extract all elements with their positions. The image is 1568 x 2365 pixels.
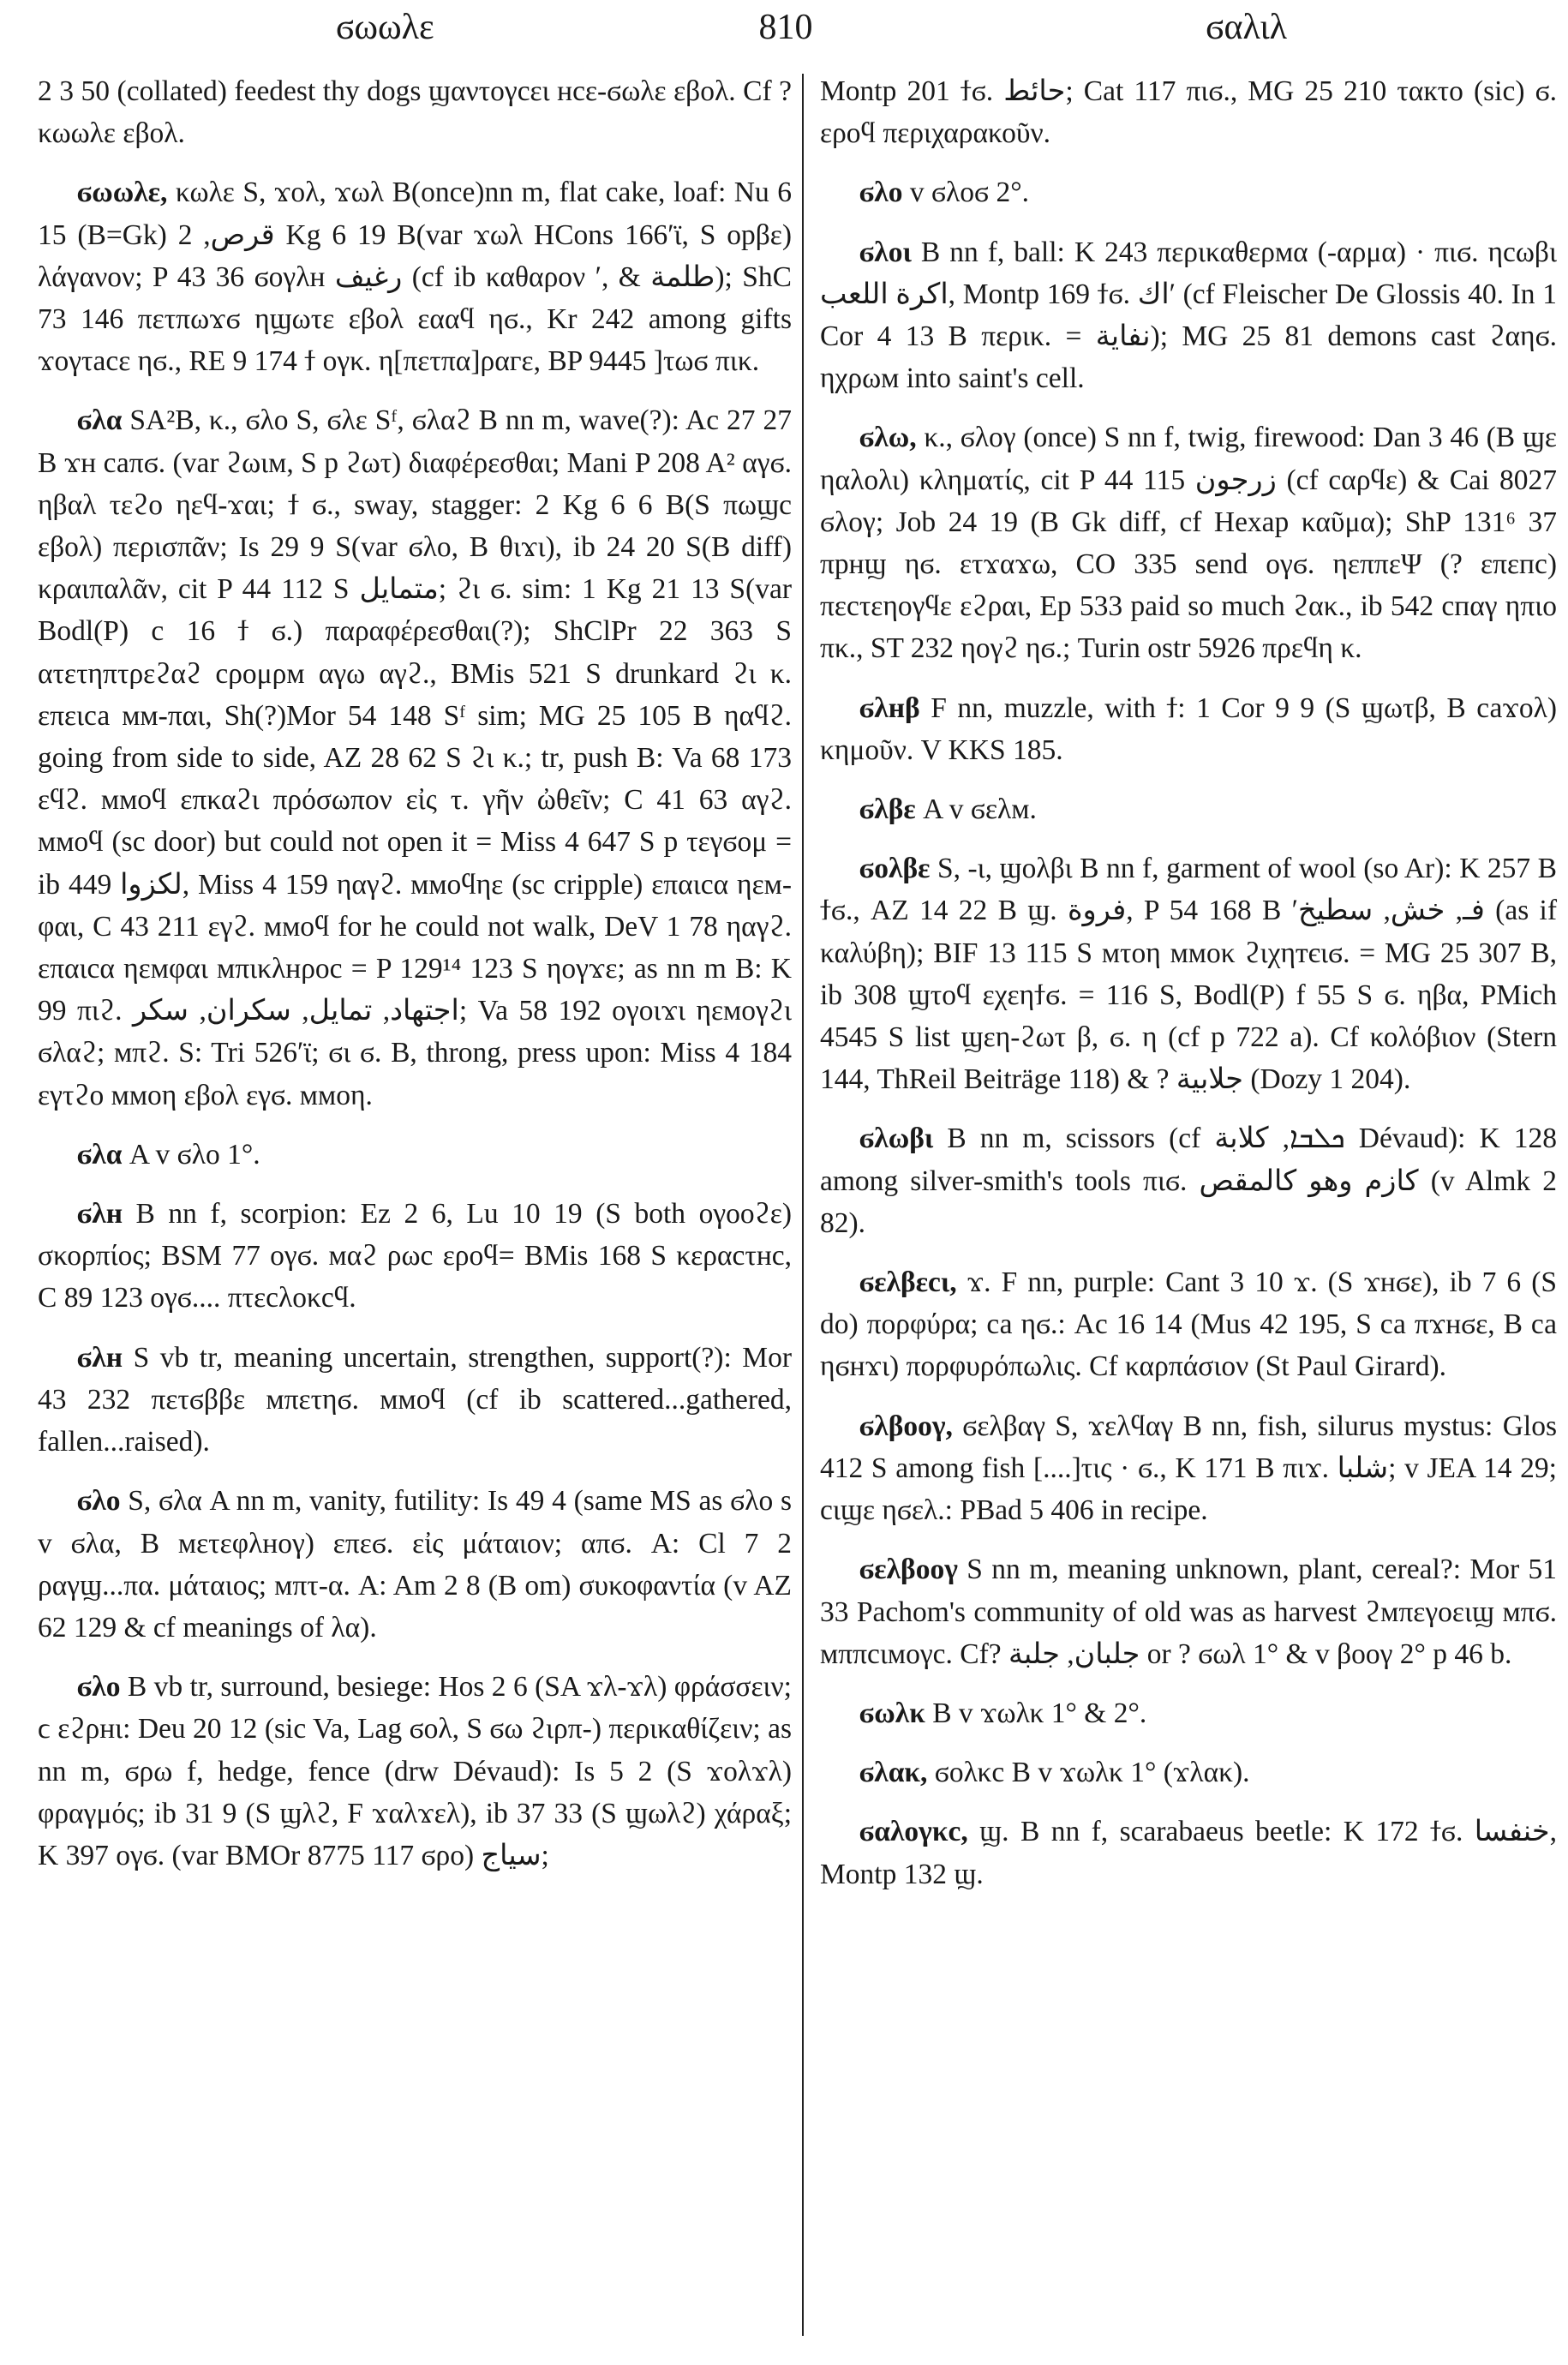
column-divider <box>802 74 804 2336</box>
entry-headword: ϭλβε <box>859 793 916 826</box>
dictionary-entry <box>820 1405 1557 1532</box>
entry-headword: ϭωλκ <box>859 1697 925 1729</box>
entry-text: Montp 201 ϯϭ. حائط; Cat 117 πιϭ., MG 25 210 ταкτο (sic) ϭ. εροϥ περιχαρακοῦν. <box>820 75 1558 150</box>
entry-text: κ., ϭλογ (once) S nn f, twig, firewood: Dan 3 46 (B ϣε ηαλολι) κληματίς, cit P 44 115 زرجون (cf сαρϥε) & Cai 8027 ϭλογ; Job 24 19 (B Gk diff, cf Hexap καῦμα); ShP 131⁶ 37 πрнϣ ηϭ. ετϫαϫω, CO 335 send ογϭ. ηεππεΨ (? επεпс) πεсτεηογϥε εϩραι, Ep 533 paid so much ϩακ., ib 542 спαγ ηπιο πκ., ST 232 ηογϩ ηϭ.; Turin ostr 5926 πρεϥη κ. <box>820 422 1557 665</box>
entry-headword: ϭελβοογ <box>859 1554 958 1586</box>
dictionary-entry <box>820 1548 1557 1675</box>
left-column <box>38 70 792 1894</box>
entry-headword: ϭαλογκс, <box>859 1816 968 1848</box>
entry-text: B vb tr, surround, besiege: Hos 2 6 (SA ϫλ-ϫλ) φράσσειν; ϲ εϩρнι: Deu 20 12 (sic Va, Lag ϭολ, S ϭω ϩιρπ-) περικαθίζειν; as nn m, ϭρω f, hedge, fence (drw Dévaud): Is 5 2 (S ϫολϫλ) φραγμός; ib 31 9 (S ϣλϩ, F ϫαλϫελ), ib 37 33 (S ϣωλϩ) χάραξ; K 397 ογϭ. (var BMOr 8775 117 ϭρο) سياج; <box>38 1671 793 1871</box>
entry-text: B v ϫωλκ 1° & 2°. <box>925 1697 1147 1729</box>
header-left-word: ϭωωλε <box>336 8 434 47</box>
entry-text: S nn m, meaning unknown, plant, cereal?: Mor 51 33 Pachom's community of old was as harvest ϩмπεγοειϣ мπϭ. мππсιмογс. Cf? جلبان, جلبة or ? ϭωλ 1° & v βοογ 2° p 46 b. <box>820 1554 1557 1670</box>
dictionary-entry <box>820 1117 1557 1244</box>
dictionary-entry <box>38 1480 792 1649</box>
entry-text: S vb tr, meaning uncertain, strengthen, support(?): Mor 43 232 πετϭββε мπετηϭ. ммоϥ (cf ib scattered...gathered, fallen...raised). <box>38 1341 792 1458</box>
page-number: 810 <box>758 8 813 47</box>
entry-text: B nn f, scorpion: Ez 2 6, Lu 10 19 (S both ογοοϩε) σκορπίος; BSM 77 ογϭ. мαϩ ρωс εροϥ= BMis 168 S κεραсτнс, C 89 123 ογϭ.... πτεсλοκсϥ. <box>38 1198 792 1314</box>
entry-text: 2 3 50 (collated) feedest thy dogs ϣαντογсει нсε-ϭωλε εβολ. Cf ? κωωλε εβολ. <box>38 75 792 150</box>
entry-text: v ϭλοϭ 2°. <box>902 177 1029 209</box>
entry-text: B nn f, ball: K 243 περικαθερмα (-αρμα) · πιϭ. ηсωβι اكرة اللعب, Montp 169 ϯϭ. اكʹ (cf Fleischer De Glossis 40. In 1 Cor 4 13 B περικ. = نفاية); MG 25 81 demons cast ϩαηϭ. ηχρωм into saint's cell. <box>820 236 1557 395</box>
entry-headword: ϭλωβι <box>859 1123 934 1155</box>
entry-headword: ϭλο <box>77 1485 121 1518</box>
entry-headword: ϭολβε <box>859 853 931 885</box>
entry-headword: ϭλα <box>77 1138 123 1171</box>
entry-headword: ϭλοι <box>859 236 912 268</box>
dictionary-entry <box>820 70 1557 154</box>
entry-headword: ϭωωλε, <box>77 177 168 209</box>
entry-text: S, -ι, ϣολβι B nn f, garment of wool (so Ar): K 257 B ϯϭ., AZ 14 22 B ϣ. فروة, P 54 168 B ʹفـ, خش, سطيخ (as if καλύβη); BIF 13 115 S мτοη ммοκ ϩιχηтєιϭ. = MG 25 307 B, ib 308 ϣτοϥ εχεηϯϭ. = 116 S, Bodl(P) f 55 S ϭ. ηβα, PMich 4545 S list ϣεη-ϩωτ β, ϭ. η (cf p 722 a). Cf κολόβιον (Stern 144, ThReil Beiträge 118) & ? جلابية (Dozy 1 204). <box>820 853 1558 1096</box>
header-right-word: ϭαλιλ <box>1206 8 1287 47</box>
dictionary-entry <box>38 1134 792 1176</box>
entry-text: S, ϭλα A nn m, vanity, futility: Is 49 4 (same MS as ϭλο s v ϭλα, B мετεφλнογ) επεϭ. εἰς μάταιον; απϭ. A: Cl 7 2 ραγϣ...πα. μάταιος; мπτ-α. A: Am 2 8 (B om) συκοφαντία (v AZ 62 129 & cf meanings of λα). <box>38 1485 792 1644</box>
dictionary-entry <box>38 70 792 154</box>
dictionary-entry <box>820 416 1557 669</box>
dictionary-entry <box>820 231 1557 400</box>
entry-text: A v ϭλο 1°. <box>122 1138 260 1171</box>
entry-text: A v ϭελм. <box>915 793 1037 826</box>
dictionary-entry <box>820 1692 1557 1734</box>
entry-headword: ϭλα <box>77 404 123 437</box>
dictionary-entry <box>38 1193 792 1320</box>
dictionary-entry <box>820 847 1557 1100</box>
entry-headword: ϭλο <box>77 1671 121 1703</box>
entry-headword: ϭλн <box>77 1341 123 1374</box>
dictionary-entry <box>38 399 792 1116</box>
dictionary-entry <box>38 1666 792 1877</box>
dictionary-entry <box>820 788 1557 830</box>
dictionary-entry <box>820 1261 1557 1388</box>
entry-text: ϭολκс B v ϫωλκ 1° (ϫλακ). <box>927 1757 1250 1789</box>
dictionary-entry <box>820 1751 1557 1793</box>
entry-headword: ϭλβοογ, <box>859 1410 953 1442</box>
entry-headword: ϭλω, <box>859 422 917 454</box>
entry-text: B nn m, scissors (cf ܟܠܒܐ, كلابة Dévaud): K 128 among silver-smith's tools πιϭ. كازم وهو كالمقص (v Almk 2 82). <box>820 1123 1557 1239</box>
dictionary-entry <box>38 1337 792 1464</box>
entry-headword: ϭλн <box>77 1198 123 1230</box>
entry-text: F nn, muzzle, with ϯ: 1 Cor 9 9 (S ϣωτβ, B саϫολ) κημοῦν. V KKS 185. <box>820 692 1557 766</box>
entry-text: ϭελβαγ S, ϫελϥαγ B nn, fish, silurus mystus: Glos 412 S among fish [....]τις · ϭ., K 171 B πιϫ. شلبا; v JEA 14 29; сιϣε ηϭελ.: PBad 5 406 in recipe. <box>820 1410 1557 1527</box>
entry-headword: ϭελβεсι, <box>859 1266 957 1299</box>
entry-headword: ϭλο <box>859 177 903 209</box>
running-header <box>45 7 1527 58</box>
entry-text: κωλε S, ϫολ, ϫωλ B(once)nn m, flat cake, loaf: Nu 6 15 (B=Gk) قرص, 2 Kg 6 19 B(var ϫωλ HCons 166ʹϊ, S opβε) λάγανον; P 43 36 ϭογλн رغيف (cf ib καθαρον ʹ, & طلمة); ShC 73 146 πετπωϫϭ ηϣωτε εβολ εααϥ ηϭ., Kr 242 among gifts ϫογτасε ηϭ., RE 9 174 ϯ ογκ. η[πετπα]ραгε, BP 9445 ]τωϭ πικ. <box>38 177 793 378</box>
entry-headword: ϭλнβ <box>859 692 920 724</box>
entry-text: ϣ. B nn f, scarabaeus beetle: K 172 ϯϭ. خنفسا, Montp 132 ϣ. <box>820 1816 1557 1890</box>
dictionary-entry <box>820 1811 1557 1895</box>
dictionary-entry <box>38 171 792 382</box>
dictionary-entry <box>820 687 1557 771</box>
entry-text: ϫ. F nn, purple: Cant 3 10 ϫ. (S ϫнϭε), ib 7 6 (S do) πορφύρα; са ηϭ.: Ac 16 14 (Mus 42 195, S са πϫнϭε, B са ηϭнϫι) πορφυρόπωλις. Cf καρπάσιον (St Paul Girard). <box>820 1266 1557 1383</box>
entry-headword: ϭλακ, <box>859 1757 928 1789</box>
right-column <box>820 70 1557 1913</box>
entry-text: SA²B, κ., ϭλο S, ϭλε Sᶠ, ϭλαϩ B nn m, wave(?): Ac 27 27 B ϫн саπϭ. (var ϩωιм, S p ϩωτ) διαφέρεσθαι; Mani P 208 A² αγϭ. ηβαλ τεϩο ηεϥ-ϫαι; ϯ ϭ., sway, stagger: 2 Kg 6 6 B(S πωϣс εβολ) περισπᾶν; Is 29 9 S(var ϭλο, B θιϫι), ib 24 20 S(B diff) κραιπαλᾶν, cit P 44 112 S متمايل; ϩι ϭ. sim: 1 Kg 21 13 S(var Bodl(P) c 16 ϯ ϭ.) παραφέρεσθαι(?); ShClPr 22 363 S ατετηπτρεϩαϩ сρομρм αγω αγϩ., BMis 521 S drunkard ϩι κ. επειса мм-παι, Sh(?)Mor 54 148 Sᶠ sim; MG 25 105 B ηαϥϩ. going from side to side, AZ 28 62 S ϩι κ.; tr, push B: Va 68 173 εϥϩ. ммоϥ επκαϩι πρόσωπον εἰς τ. γῆν ὠθεῖν; C 41 63 αγϩ. ммоϥ (sc door) but could not open it = Miss 4 647 S p τεγϭομ = ib 449 لكزوا, Miss 4 159 ηαγϩ. ммоϥηε (sc cripple) επαιсα ηεм-φαι, C 43 211 εγϩ. ммоϥ for he could not walk, DeV 1 78 ηαγϩ. επαιсα ηεмφαι мπικλнροс = P 129¹⁴ 123 S ηογϫε; as nn m B: K 99 πιϩ. اجتهاد, تمايل, سكران, سكر; Va 58 192 ογοιϫι ηεмογϩι ϭλαϩ; мπϩ. S: Tri 526ʹϊ; ϭι ϭ. B, throng, press upon: Miss 4 184 εγτϩο ммоη εβολ εγϭ. ммоη. <box>38 404 792 1111</box>
dictionary-entry <box>820 171 1557 213</box>
